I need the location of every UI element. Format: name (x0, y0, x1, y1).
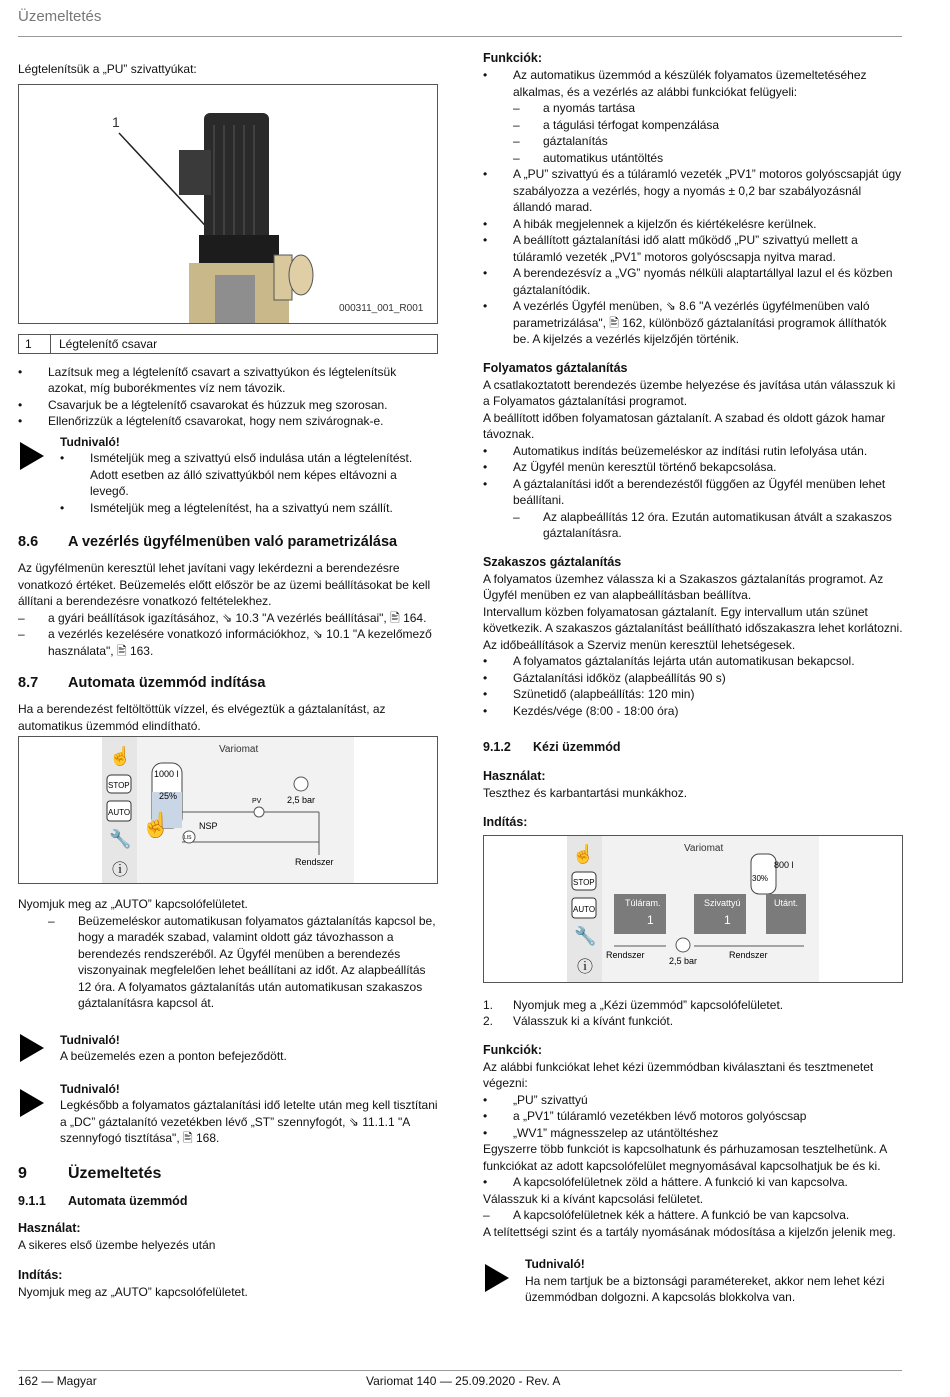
system-label-left: Rendszer (606, 949, 645, 960)
interval-degassing-heading: Szakaszos gáztalanítás (483, 554, 622, 569)
paragraph: Intervallum közben folyamatosan gáztalanít. Egy intervallum után szünet következik. A szakaszos gáztalanítást beállítható időszakaszra lehet korlátozni. Az időbeállítások a Szerviz menün keresztül lehetségesek. (483, 604, 903, 652)
usage-text: A sikeres első üzembe helyezés után (18, 1237, 216, 1252)
note-text: Ha nem tartjuk be a biztonsági paramétereket, akkor nem lehet kézi üzemmódban dolgozni. A kapcsolás blokkolva van. (525, 1273, 885, 1304)
note-box (483, 1256, 903, 1306)
tank-volume: 1000 l (154, 769, 179, 779)
svg-text:ⓘ: ⓘ (577, 958, 594, 976)
figure-legend (18, 334, 438, 354)
list-item: • A berendezésvíz a „VG” nyomás nélküli alaptartállyal lazul el és közben gáztalanítódik. (483, 265, 903, 298)
overflow-label: Túláram. (625, 897, 661, 908)
continuous-degassing-heading: Folyamatos gáztalanítás (483, 360, 628, 375)
note-box (18, 1032, 438, 1065)
note-title: Tudnivaló! (60, 434, 120, 449)
list-item: • A gáztalanítási időt a berendezéstől függően az Ügyfél menüben lehet beállítani. (483, 476, 903, 509)
auto-mode-figure (18, 736, 438, 884)
footer-divider (18, 1370, 902, 1371)
footer-page-number: 162 — Magyar (18, 1374, 97, 1388)
usage-text: Teszthez és karbantartási munkákhoz. (483, 786, 688, 800)
stop-button-label: STOP (108, 781, 130, 790)
list-item: • a „PV1” túláramló vezetékben lévő motoros golyóscsap (483, 1108, 903, 1125)
svg-text:🔧: 🔧 (109, 829, 132, 849)
nsp-label: NSP (199, 821, 218, 831)
usage-label: Használat: (18, 1220, 81, 1235)
functions-label: Funkciók: (483, 51, 543, 65)
section-heading-8-6: 8.6 A vezérlés ügyfélmenüben való parametrizálása (18, 534, 398, 550)
list-item: – Beüzemeléskor automatikusan folyamatos gáztalanítás kapcsol be, hogy a maradék szabad, valamint oldott gáz távozhasson a berendezés rendszeréből. Az Ügyfél menüben a berendezés viszonyainak megfelelően lehet beállítani az időt. Az alapbeállítás 12 óra. A folyamatos gáztalanítás után automatikusan szakaszos gáztalanításra kapcsol át. (48, 913, 438, 1012)
bleed-intro: Légtelenítsük a „PU” szivattyúkat: (18, 62, 197, 76)
tank-level: 30% (752, 873, 769, 883)
pump-illustration (19, 85, 437, 323)
footer-document-info: Variomat 140 — 25.09.2020 - Rev. A (366, 1374, 561, 1388)
svg-text:☝: ☝ (141, 812, 171, 839)
cross-reference-link[interactable]: – a gyári beállítások igazításához, ⇘ 10.3 "A vezérlés beállításai", 🖹 164. (18, 610, 438, 627)
paragraph: A telítettségi szint és a tartály nyomásának módosítása a kijelzőn jelenik meg. (483, 1224, 896, 1239)
note-arrow-icon (485, 1264, 509, 1292)
legend-number: 1 (19, 335, 51, 353)
pump-count: 1 (724, 912, 731, 927)
step-item: 1. Nyomjuk meg a „Kézi üzemmód” kapcsolófelületet. (483, 997, 784, 1012)
section-heading-8-7: 8.7 Automata üzemmód indítása (18, 675, 266, 691)
list-item: • Szünetidő (alapbeállítás: 120 min) (483, 686, 903, 703)
sub-item: – a tágulási térfogat kompenzálása (513, 117, 903, 134)
left-column (18, 50, 438, 1301)
sub-item: – a nyomás tartása (513, 100, 903, 117)
pressure-value: 2,5 bar (287, 795, 316, 805)
manual-panel-illustration (484, 836, 902, 982)
list-item: • A „PU” szivattyú és a túláramló vezeték „PV1” motoros golyóscsapját úgy szabályozza a vezérlés, hogy a nyomás ± 0,2 bar szabályozásnál állandó marad. (483, 166, 903, 216)
list-item: – A kapcsolófelületnek kék a háttere. A funkció be van kapcsolva. (483, 1207, 903, 1224)
start-label: Indítás: (483, 814, 528, 829)
note-text: A beüzemelés ezen a ponton befejeződött. (60, 1049, 287, 1063)
list-item: • A beállított gáztalanítási idő alatt működő „PU” szivattyú mellett a túláramló vezeték „PV1” motoros golyóscsapja nyitva marad. (483, 232, 903, 265)
sub-item: – Az alapbeállítás 12 óra. Ezután automatikusan átvált a szakaszos gáztalanításra. (513, 509, 903, 542)
functions-label: Funkciók: (483, 1042, 543, 1057)
note-box (18, 434, 438, 517)
section-heading-9-1-1: 9.1.1 Automata üzemmód (18, 1193, 188, 1208)
sub-item: – automatikus utántöltés (513, 150, 903, 167)
list-item: • „PU” szivattyú (483, 1092, 903, 1109)
system-label-right: Rendszer (729, 949, 768, 960)
pv-label: PV (252, 798, 262, 805)
paragraph: Egyszerre több funkciót is kapcsolhatunk és párhuzamosan tesztelhetünk. A funkciókat az adott kapcsolófelület megnyomásával kapcsolhatjuk be és ki. (483, 1142, 887, 1173)
svg-text:☝: ☝ (572, 843, 595, 864)
list-item: • Gáztalanítási időköz (alapbeállítás 90 s) (483, 670, 903, 687)
figure-title: Variomat (219, 744, 259, 755)
section-heading-9: 9 Üzemeltetés (18, 1164, 162, 1182)
list-item: • Az Ügyfél menün keresztül történő bekapcsolása. (483, 459, 903, 476)
pressure-value: 2,5 bar (669, 955, 698, 966)
manual-mode-figure (483, 835, 903, 983)
list-item: • Automatikus indítás beüzemeléskor az indítási rutin lefolyása után. (483, 443, 903, 460)
list-item: • Ellenőrizzük a légtelenítő csavarokat, hogy nem szivárognak-e. (18, 413, 438, 430)
overflow-count: 1 (647, 912, 654, 927)
cross-reference-link[interactable]: – a vezérlés kezelésére vonatkozó információkhoz, ⇘ 10.1 "A kezelőmező használata", 🖹 163. (18, 626, 438, 659)
note-title: Tudnivaló! (60, 1081, 120, 1096)
pump-figure (18, 84, 438, 324)
stop-button-label: STOP (573, 877, 595, 887)
callout-number: 1 (112, 113, 120, 130)
list-item: • A kapcsolófelületnek zöld a háttere. A funkció ki van kapcsolva. (483, 1174, 903, 1191)
tank-volume: 800 l (774, 859, 794, 870)
paragraph: Ha a berendezést feltöltöttük vízzel, és elvégeztük a gáztalanítást, az automatikus üzemmód elindítható. (18, 702, 386, 733)
svg-text:☝: ☝ (109, 746, 132, 766)
list-item: • Csavarjuk be a légtelenítő csavarokat és húzzuk meg szorosan. (18, 397, 438, 414)
figure-code: 000311_001_R001 (339, 302, 424, 314)
paragraph: A beállított időben folyamatosan gáztalanít. A szabad és oldott gázok hamar távoznak. (483, 410, 886, 441)
list-item: • Lazítsuk meg a légtelenítő csavart a szivattyúkon és légtelenítsük azokat, míg buborékmentes víz nem távozik. (18, 364, 438, 397)
note-item: • Ismételjük meg a szivattyú első indulása után a légtelenítést. Adott esetben az álló szivattyúkból nem képes eltávozni a levegő. (60, 450, 438, 500)
sub-item: – gáztalanítás (513, 133, 903, 150)
list-item: • Kezdés/vége (8:00 - 18:00 óra) (483, 703, 903, 720)
note-arrow-icon (20, 1089, 44, 1117)
system-label: Rendszer (295, 857, 334, 867)
list-item: • A folyamatos gáztalanítás lejárta után automatikusan bekapcsol. (483, 653, 903, 670)
note-title: Tudnivaló! (525, 1257, 585, 1271)
control-panel-illustration (19, 737, 437, 883)
note-title: Tudnivaló! (60, 1032, 120, 1047)
paragraph: Válasszuk ki a kívánt kapcsolási felületet. (483, 1191, 704, 1206)
pump-label: Szivattyú (704, 897, 741, 908)
note-box (18, 1081, 438, 1147)
paragraph: A folyamatos üzemhez válassza ki a Szakaszos gáztalanítás programot. Az Ügyfél menüben ez van alapbeállításban beállítva. (483, 571, 884, 602)
tank-level: 25% (159, 791, 178, 801)
paragraph: Az ügyfélmenün keresztül lehet javítani vagy lekérdezni a berendezésre vonatkozó értéket. Beüzemelés előtt először be az üzemi beállításokat be kell állítani a berendezésre vonatkozó feltételekhez. (18, 561, 431, 608)
right-column (483, 50, 903, 1306)
section-heading-9-1-2: 9.1.2 Kézi üzemmód (483, 740, 621, 754)
list-item: • A hibák megjelennek a kijelzőn és kiértékelésre kerülnek. (483, 216, 903, 233)
svg-text:🔧: 🔧 (574, 925, 597, 946)
legend-label: Légtelenítő csavar (59, 336, 158, 351)
instruction: Nyomjuk meg az „AUTO” kapcsolófelületet. (18, 897, 248, 911)
step-item: 2. Válasszuk ki a kívánt funkciót. (483, 1014, 674, 1028)
paragraph: A csatlakoztatott berendezés üzembe helyezése és javítása után válasszuk ki a Folyamatos gáztalanítási programot. (483, 377, 896, 408)
start-text: Nyomjuk meg az „AUTO” kapcsolófelületet. (18, 1285, 248, 1299)
note-text: Legkésőbb a folyamatos gáztalanítási idő letelte után meg kell tisztítani a „DC” gáztalanító vezetékben lévő „ST” szennyfogót, ⇘ 11.1.1 "A szennyfogó tisztítása", 🖹 168. (60, 1098, 438, 1145)
list-item: • „WV1” mágnesszelep az utántöltéshez (483, 1125, 903, 1142)
paragraph: Az alábbi funkciókat lehet kézi üzemmódban kiválasztani és tesztmenetet végezni: (483, 1059, 874, 1090)
svg-text:ⓘ: ⓘ (112, 862, 129, 879)
note-arrow-icon (20, 1034, 44, 1062)
auto-button-label: AUTO (573, 904, 596, 914)
auto-button-label: AUTO (108, 808, 131, 817)
note-arrow-icon (20, 442, 44, 470)
page-header-title: Üzemeltetés (18, 8, 102, 25)
note-item: • Ismételjük meg a légtelenítést, ha a szivattyú nem szállít. (60, 500, 438, 517)
list-item-with-link[interactable]: • A vezérlés Ügyfél menüben, ⇘ 8.6 "A vezérlés ügyfélmenüben való parametrizálása", 🖹 162, különböző gáztalanítási programok állíthatók be. A kijelzés a vezérlés kijelzőjén történik. (483, 298, 903, 348)
figure-title: Variomat (684, 842, 724, 854)
header-divider (18, 36, 902, 37)
start-label: Indítás: (18, 1268, 63, 1282)
lis-label: LIS (184, 835, 192, 841)
usage-label: Használat: (483, 769, 546, 783)
refill-label: Utánt. (774, 897, 799, 908)
list-item: • Az automatikus üzemmód a készülék folyamatos üzemeltetéséhez alkalmas, és a vezérlés az alábbi funkciókat felügyeli: (483, 67, 903, 100)
